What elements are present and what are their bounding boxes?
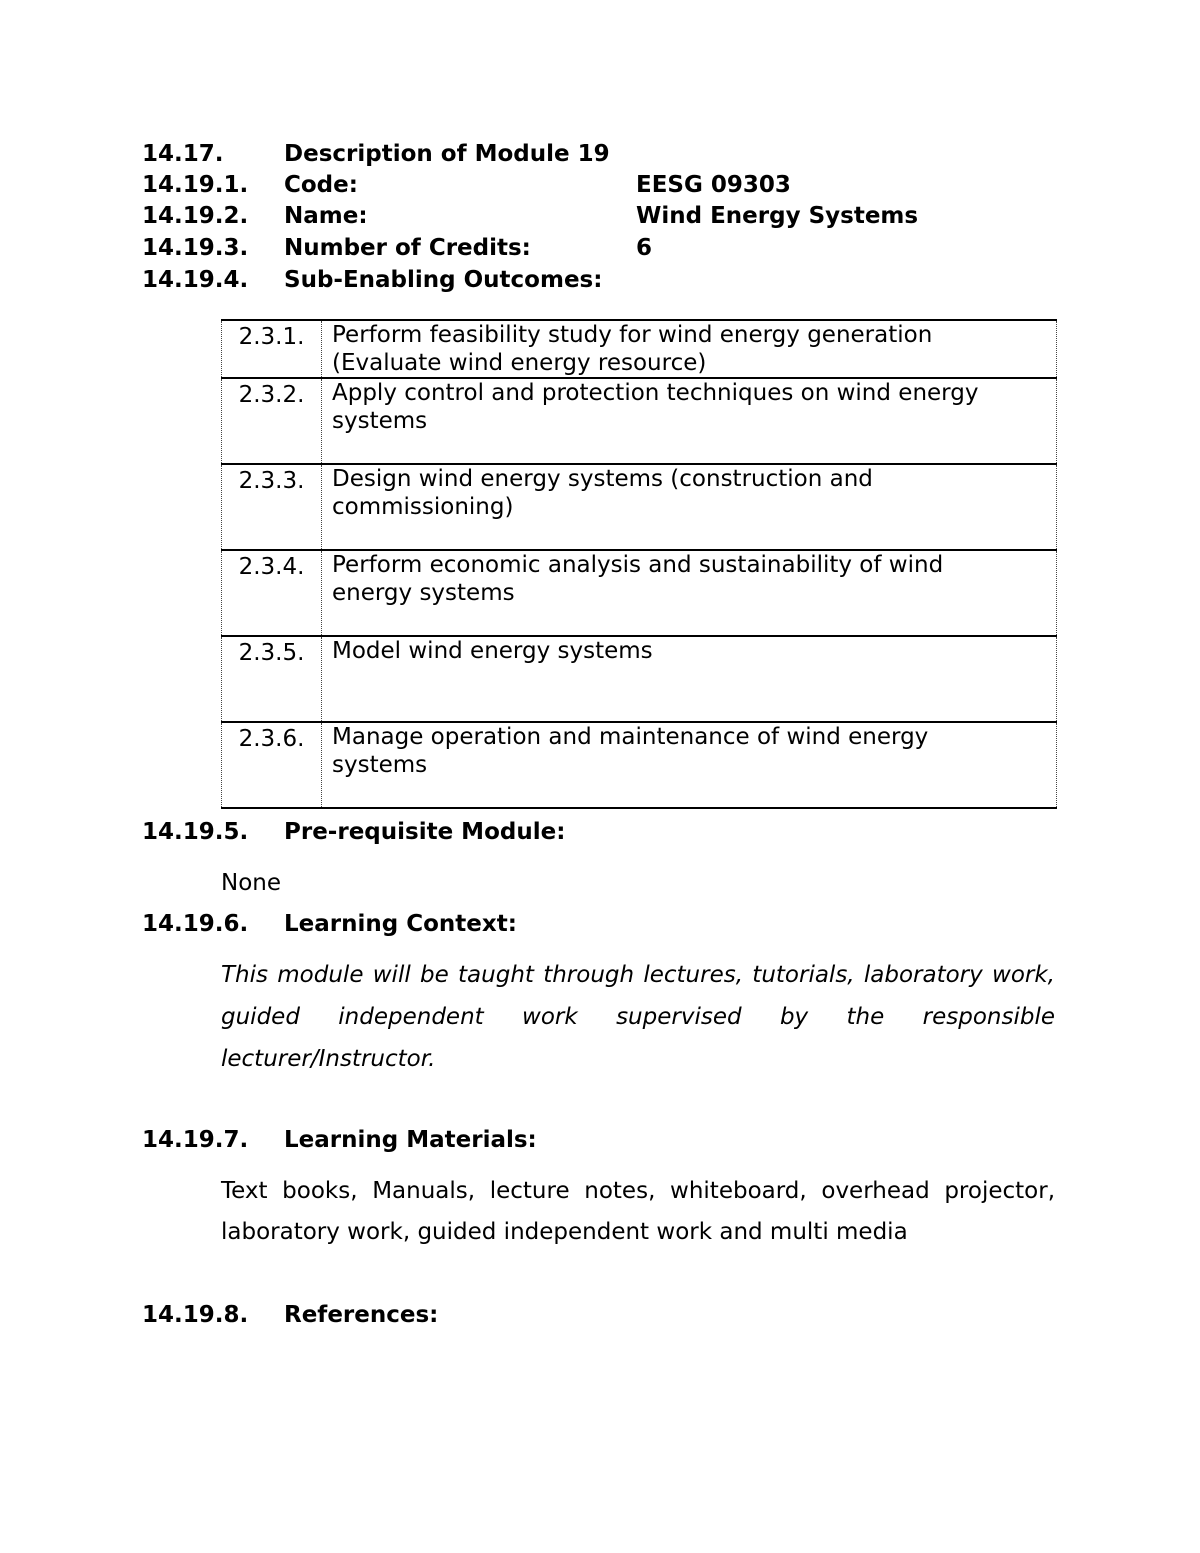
outcome-line: commissioning) xyxy=(332,494,514,520)
credits-value: 6 xyxy=(636,235,653,261)
outcome-line: Manage operation and maintenance of wind energy xyxy=(332,724,929,750)
table-row xyxy=(222,464,1057,550)
outcomes-label: Sub-Enabling Outcomes: xyxy=(284,267,603,293)
outcome-code: 2.3.6. xyxy=(222,722,322,808)
outcome-line: systems xyxy=(332,408,428,434)
outcome-line: Model wind energy systems xyxy=(332,638,653,664)
references-label: References: xyxy=(284,1302,439,1328)
table-row xyxy=(222,722,1057,808)
prerequisite-number: 14.19.5. xyxy=(142,819,249,845)
name-value: Wind Energy Systems xyxy=(636,203,919,229)
outcome-line: (Evaluate wind energy resource) xyxy=(332,350,707,376)
name-number: 14.19.2. xyxy=(142,203,249,229)
name-label: Name: xyxy=(284,203,368,229)
learning-context-label: Learning Context: xyxy=(284,911,517,937)
credits-label: Number of Credits: xyxy=(284,235,531,261)
outcome-line: Perform economic analysis and sustainability of wind xyxy=(332,552,944,578)
learning-context-text: This module will be taught through lectures, tutorials, laboratory work, guided independent work supervised by the responsible lecturer/Instructor. xyxy=(221,962,1055,1072)
outcome-code: 2.3.3. xyxy=(222,464,322,550)
code-number: 14.19.1. xyxy=(142,172,249,198)
outcome-line: energy systems xyxy=(332,580,515,606)
outcome-code: 2.3.2. xyxy=(222,378,322,464)
code-label: Code: xyxy=(284,172,358,198)
prerequisite-value: None xyxy=(221,870,282,896)
credits-number: 14.19.3. xyxy=(142,235,249,261)
section-number: 14.17. xyxy=(142,141,224,167)
table-row xyxy=(222,378,1057,464)
table-row xyxy=(222,550,1057,636)
learning-materials-label: Learning Materials: xyxy=(284,1127,537,1153)
outcome-code: 2.3.1. xyxy=(222,320,322,378)
outcome-text xyxy=(322,722,1057,808)
table-row xyxy=(222,636,1057,722)
outcomes-number: 14.19.4. xyxy=(142,267,249,293)
section-title: Description of Module 19 xyxy=(284,141,610,167)
outcome-line: Design wind energy systems (construction and xyxy=(332,466,873,492)
learning-context-number: 14.19.6. xyxy=(142,911,249,937)
outcome-code: 2.3.4. xyxy=(222,550,322,636)
learning-materials-number: 14.19.7. xyxy=(142,1127,249,1153)
outcome-text xyxy=(322,636,1057,722)
outcome-text xyxy=(322,378,1057,464)
learning-materials-text: Text books, Manuals, lecture notes, whiteboard, overhead projector, laboratory work, guided independent work and multi media xyxy=(221,1178,1055,1245)
outcome-line: Perform feasibility study for wind energy generation xyxy=(332,322,933,348)
table-row xyxy=(222,320,1057,378)
outcome-text xyxy=(322,320,1057,378)
outcome-code: 2.3.5. xyxy=(222,636,322,722)
outcomes-table xyxy=(221,319,1057,809)
outcome-text xyxy=(322,550,1057,636)
prerequisite-label: Pre-requisite Module: xyxy=(284,819,566,845)
references-number: 14.19.8. xyxy=(142,1302,249,1328)
code-value: EESG 09303 xyxy=(636,172,791,198)
outcome-text xyxy=(322,464,1057,550)
outcome-line: Apply control and protection techniques on wind energy xyxy=(332,380,979,406)
outcome-line: systems xyxy=(332,752,428,778)
